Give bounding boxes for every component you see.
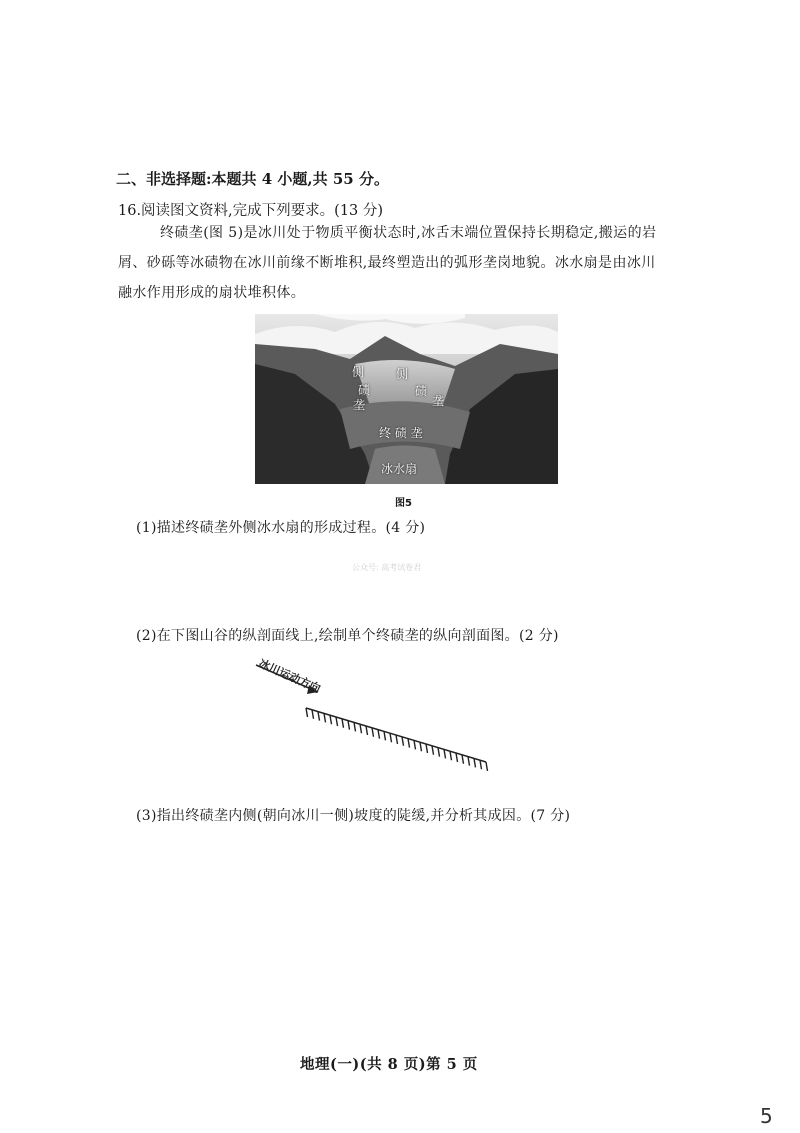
label-lateral-left-1: 侧 (352, 365, 365, 379)
slope-hatch-tick (432, 746, 434, 755)
valley-profile-drawing (248, 650, 508, 780)
slope-hatch-tick (450, 751, 452, 760)
label-lateral-left-3: 垄 (353, 398, 366, 412)
question-header: 16.阅读图文资料,完成下列要求。(13 分) (118, 203, 384, 219)
slope-hatch-tick (396, 735, 398, 744)
slope-hatch-tick (426, 744, 428, 753)
slope-hatch-tick (336, 717, 338, 726)
glacier-photo-drawing (255, 314, 558, 484)
slope-hatch-tick (444, 749, 446, 758)
label-lateral-right-2: 碛 (415, 384, 428, 398)
slope-hatch-tick (468, 757, 470, 766)
sub-question-2: (2)在下图山谷的纵剖面线上,绘制单个终碛垄的纵向剖面图。(2 分) (136, 628, 559, 644)
passage (118, 218, 718, 308)
passage-line-1: 终碛垄(图 5)是冰川处于物质平衡状态时,冰舌末端位置保持长期稳定,搬运的岩 (160, 225, 657, 241)
glacier-direction-label: 冰川运动方向 (256, 656, 323, 696)
label-lateral-left-2: 碛 (358, 383, 371, 397)
page-number: 5 (760, 1104, 773, 1128)
slope-hatch-tick (372, 728, 374, 737)
section-title: 二、非选择题:本题共 4 小题,共 55 分。 (116, 170, 389, 188)
passage-line-3: 融水作用形成的扇状堆积体。 (118, 285, 306, 301)
slope-hatch-tick (486, 762, 488, 771)
slope-hatch-tick (366, 726, 368, 735)
slope-hatch-tick (342, 719, 344, 728)
slope-hatch-tick (402, 737, 404, 746)
label-lateral-right-3: 垄 (432, 394, 445, 408)
watermark: 公众号: 高考试卷君 (352, 563, 422, 572)
slope-hatch-tick (420, 742, 422, 751)
glacier-photo (255, 314, 558, 484)
slope-hatch-tick (480, 760, 482, 769)
label-outwash-fan: 冰水扇 (381, 462, 418, 476)
label-lateral-right-1: 侧 (396, 367, 409, 381)
slope-hatch-tick (330, 715, 332, 724)
page-footer: 地理(一)(共 8 页)第 5 页 (300, 1056, 478, 1073)
slope-hatch-tick (354, 722, 356, 731)
valley-profile-diagram (248, 650, 508, 784)
slope-hatch-tick (324, 713, 326, 722)
label-terminal-moraine: 终 碛 垄 (379, 426, 423, 440)
slope-hatch-tick (456, 753, 458, 762)
slope-hatch-tick (378, 730, 380, 739)
slope-hatch-tick (414, 740, 416, 749)
slope-hatch-tick (438, 748, 440, 757)
slope-hatch-tick (390, 733, 392, 742)
figure-caption: 图5 (395, 498, 412, 509)
slope-hatch-tick (462, 755, 464, 764)
slope-hatch-tick (408, 739, 410, 748)
slope-hatch-tick (348, 721, 350, 730)
slope-hatch-tick (360, 724, 362, 733)
slope-hatch-tick (312, 710, 314, 719)
passage-line-2: 屑、砂砾等冰碛物在冰川前缘不断堆积,最终塑造出的弧形垄岗地貌。冰水扇是由冰川 (118, 255, 656, 271)
slope-hatch-tick (384, 731, 386, 740)
sub-question-1: (1)描述终碛垄外侧冰水扇的形成过程。(4 分) (136, 520, 426, 536)
slope-hatch-tick (318, 712, 320, 721)
slope-hatch-tick (474, 758, 476, 767)
slope-hatch-tick (306, 708, 308, 717)
sub-question-3: (3)指出终碛垄内侧(朝向冰川一侧)坡度的陡缓,并分析其成因。(7 分) (136, 808, 571, 824)
